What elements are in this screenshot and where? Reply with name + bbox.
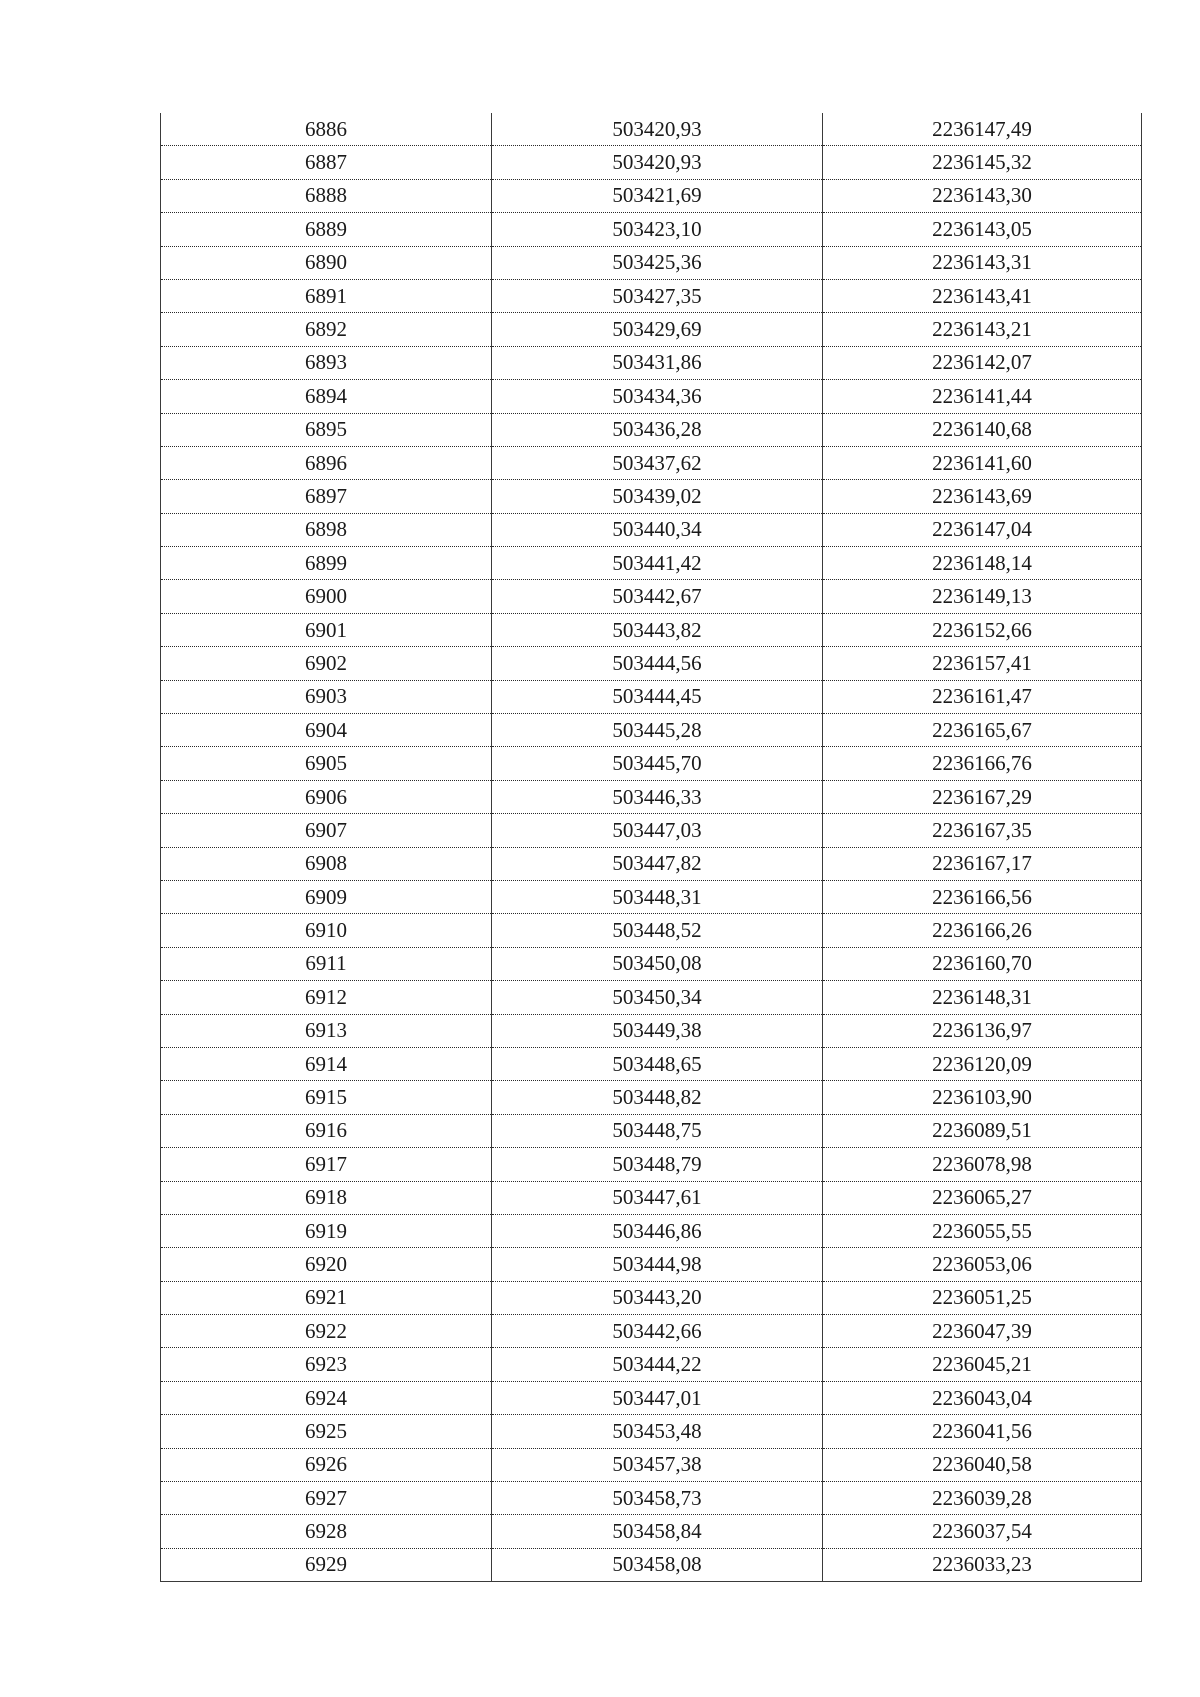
- point-number-cell: 6908: [161, 847, 492, 880]
- table-row: [161, 1081, 1142, 1114]
- point-number-cell: 6911: [161, 947, 492, 980]
- table-row: [161, 246, 1142, 279]
- point-number-cell: 6920: [161, 1248, 492, 1281]
- x-coordinate-cell: 503443,20: [492, 1281, 823, 1314]
- y-coordinate-cell: 2236167,29: [823, 780, 1142, 813]
- point-number-cell: 6925: [161, 1415, 492, 1448]
- x-coordinate-cell: 503448,65: [492, 1047, 823, 1080]
- table-row: [161, 981, 1142, 1014]
- table-row: [161, 647, 1142, 680]
- table-row: [161, 814, 1142, 847]
- x-coordinate-cell: 503458,08: [492, 1548, 823, 1581]
- x-coordinate-cell: 503448,79: [492, 1148, 823, 1181]
- point-number-cell: 6910: [161, 914, 492, 947]
- table-row: [161, 146, 1142, 179]
- point-number-cell: 6894: [161, 380, 492, 413]
- y-coordinate-cell: 2236152,66: [823, 613, 1142, 646]
- point-number-cell: 6905: [161, 747, 492, 780]
- x-coordinate-cell: 503442,67: [492, 580, 823, 613]
- x-coordinate-cell: 503440,34: [492, 513, 823, 546]
- x-coordinate-cell: 503450,08: [492, 947, 823, 980]
- x-coordinate-cell: 503443,82: [492, 613, 823, 646]
- x-coordinate-cell: 503448,82: [492, 1081, 823, 1114]
- y-coordinate-cell: 2236143,31: [823, 246, 1142, 279]
- table-row: [161, 513, 1142, 546]
- point-number-cell: 6918: [161, 1181, 492, 1214]
- table-row: [161, 1415, 1142, 1448]
- y-coordinate-cell: 2236043,04: [823, 1381, 1142, 1414]
- table-row: [161, 1214, 1142, 1247]
- point-number-cell: 6915: [161, 1081, 492, 1114]
- y-coordinate-cell: 2236143,30: [823, 179, 1142, 212]
- x-coordinate-cell: 503425,36: [492, 246, 823, 279]
- point-number-cell: 6922: [161, 1315, 492, 1348]
- table-row: [161, 1014, 1142, 1047]
- x-coordinate-cell: 503445,28: [492, 714, 823, 747]
- table-row: [161, 380, 1142, 413]
- table-row: [161, 1482, 1142, 1515]
- y-coordinate-cell: 2236033,23: [823, 1548, 1142, 1581]
- point-number-cell: 6900: [161, 580, 492, 613]
- table-row: [161, 113, 1142, 146]
- table-row: [161, 880, 1142, 913]
- table-row: [161, 446, 1142, 479]
- y-coordinate-cell: 2236047,39: [823, 1315, 1142, 1348]
- point-number-cell: 6926: [161, 1448, 492, 1481]
- x-coordinate-cell: 503436,28: [492, 413, 823, 446]
- point-number-cell: 6906: [161, 780, 492, 813]
- y-coordinate-cell: 2236143,41: [823, 279, 1142, 312]
- table-row: [161, 1381, 1142, 1414]
- y-coordinate-cell: 2236136,97: [823, 1014, 1142, 1047]
- x-coordinate-cell: 503439,02: [492, 480, 823, 513]
- table-row: [161, 613, 1142, 646]
- coordinates-table-body: [161, 113, 1142, 1582]
- point-number-cell: 6887: [161, 146, 492, 179]
- point-number-cell: 6909: [161, 880, 492, 913]
- y-coordinate-cell: 2236055,55: [823, 1214, 1142, 1247]
- table-row: [161, 1281, 1142, 1314]
- x-coordinate-cell: 503444,45: [492, 680, 823, 713]
- x-coordinate-cell: 503447,82: [492, 847, 823, 880]
- y-coordinate-cell: 2236041,56: [823, 1415, 1142, 1448]
- y-coordinate-cell: 2236143,69: [823, 480, 1142, 513]
- table-row: [161, 1114, 1142, 1147]
- y-coordinate-cell: 2236078,98: [823, 1148, 1142, 1181]
- y-coordinate-cell: 2236166,26: [823, 914, 1142, 947]
- y-coordinate-cell: 2236161,47: [823, 680, 1142, 713]
- point-number-cell: 6907: [161, 814, 492, 847]
- y-coordinate-cell: 2236140,68: [823, 413, 1142, 446]
- x-coordinate-cell: 503441,42: [492, 547, 823, 580]
- y-coordinate-cell: 2236120,09: [823, 1047, 1142, 1080]
- y-coordinate-cell: 2236145,32: [823, 146, 1142, 179]
- point-number-cell: 6899: [161, 547, 492, 580]
- x-coordinate-cell: 503427,35: [492, 279, 823, 312]
- x-coordinate-cell: 503444,22: [492, 1348, 823, 1381]
- y-coordinate-cell: 2236141,60: [823, 446, 1142, 479]
- point-number-cell: 6917: [161, 1148, 492, 1181]
- y-coordinate-cell: 2236147,04: [823, 513, 1142, 546]
- table-row: [161, 1515, 1142, 1548]
- y-coordinate-cell: 2236167,17: [823, 847, 1142, 880]
- point-number-cell: 6891: [161, 279, 492, 312]
- x-coordinate-cell: 503448,75: [492, 1114, 823, 1147]
- table-row: [161, 1348, 1142, 1381]
- y-coordinate-cell: 2236148,14: [823, 547, 1142, 580]
- y-coordinate-cell: 2236045,21: [823, 1348, 1142, 1381]
- point-number-cell: 6896: [161, 446, 492, 479]
- table-row: [161, 847, 1142, 880]
- point-number-cell: 6893: [161, 346, 492, 379]
- x-coordinate-cell: 503423,10: [492, 213, 823, 246]
- y-coordinate-cell: 2236166,76: [823, 747, 1142, 780]
- point-number-cell: 6921: [161, 1281, 492, 1314]
- y-coordinate-cell: 2236141,44: [823, 380, 1142, 413]
- y-coordinate-cell: 2236167,35: [823, 814, 1142, 847]
- point-number-cell: 6889: [161, 213, 492, 246]
- point-number-cell: 6895: [161, 413, 492, 446]
- y-coordinate-cell: 2236148,31: [823, 981, 1142, 1014]
- x-coordinate-cell: 503442,66: [492, 1315, 823, 1348]
- table-row: [161, 213, 1142, 246]
- x-coordinate-cell: 503449,38: [492, 1014, 823, 1047]
- x-coordinate-cell: 503447,03: [492, 814, 823, 847]
- y-coordinate-cell: 2236051,25: [823, 1281, 1142, 1314]
- table-row: [161, 1047, 1142, 1080]
- table-row: [161, 1248, 1142, 1281]
- point-number-cell: 6929: [161, 1548, 492, 1581]
- y-coordinate-cell: 2236166,56: [823, 880, 1142, 913]
- point-number-cell: 6902: [161, 647, 492, 680]
- y-coordinate-cell: 2236147,49: [823, 113, 1142, 146]
- table-row: [161, 747, 1142, 780]
- x-coordinate-cell: 503431,86: [492, 346, 823, 379]
- table-row: [161, 1548, 1142, 1581]
- x-coordinate-cell: 503453,48: [492, 1415, 823, 1448]
- point-number-cell: 6914: [161, 1047, 492, 1080]
- point-number-cell: 6919: [161, 1214, 492, 1247]
- x-coordinate-cell: 503450,34: [492, 981, 823, 1014]
- y-coordinate-cell: 2236157,41: [823, 647, 1142, 680]
- y-coordinate-cell: 2236037,54: [823, 1515, 1142, 1548]
- y-coordinate-cell: 2236053,06: [823, 1248, 1142, 1281]
- x-coordinate-cell: 503458,84: [492, 1515, 823, 1548]
- table-row: [161, 680, 1142, 713]
- x-coordinate-cell: 503457,38: [492, 1448, 823, 1481]
- point-number-cell: 6924: [161, 1381, 492, 1414]
- y-coordinate-cell: 2236160,70: [823, 947, 1142, 980]
- table-row: [161, 580, 1142, 613]
- table-row: [161, 179, 1142, 212]
- x-coordinate-cell: 503447,01: [492, 1381, 823, 1414]
- y-coordinate-cell: 2236165,67: [823, 714, 1142, 747]
- table-row: [161, 714, 1142, 747]
- table-row: [161, 780, 1142, 813]
- x-coordinate-cell: 503434,36: [492, 380, 823, 413]
- point-number-cell: 6913: [161, 1014, 492, 1047]
- point-number-cell: 6923: [161, 1348, 492, 1381]
- table-row: [161, 346, 1142, 379]
- x-coordinate-cell: 503445,70: [492, 747, 823, 780]
- table-row: [161, 1315, 1142, 1348]
- y-coordinate-cell: 2236142,07: [823, 346, 1142, 379]
- y-coordinate-cell: 2236039,28: [823, 1482, 1142, 1515]
- x-coordinate-cell: 503420,93: [492, 146, 823, 179]
- point-number-cell: 6888: [161, 179, 492, 212]
- point-number-cell: 6890: [161, 246, 492, 279]
- point-number-cell: 6901: [161, 613, 492, 646]
- x-coordinate-cell: 503446,86: [492, 1214, 823, 1247]
- table-row: [161, 413, 1142, 446]
- x-coordinate-cell: 503448,31: [492, 880, 823, 913]
- x-coordinate-cell: 503446,33: [492, 780, 823, 813]
- y-coordinate-cell: 2236040,58: [823, 1448, 1142, 1481]
- coordinates-table: [160, 113, 1142, 1582]
- y-coordinate-cell: 2236065,27: [823, 1181, 1142, 1214]
- point-number-cell: 6912: [161, 981, 492, 1014]
- table-row: [161, 947, 1142, 980]
- x-coordinate-cell: 503448,52: [492, 914, 823, 947]
- point-number-cell: 6892: [161, 313, 492, 346]
- table-row: [161, 480, 1142, 513]
- y-coordinate-cell: 2236089,51: [823, 1114, 1142, 1147]
- table-row: [161, 1148, 1142, 1181]
- point-number-cell: 6916: [161, 1114, 492, 1147]
- table-row: [161, 914, 1142, 947]
- y-coordinate-cell: 2236103,90: [823, 1081, 1142, 1114]
- x-coordinate-cell: 503447,61: [492, 1181, 823, 1214]
- y-coordinate-cell: 2236149,13: [823, 580, 1142, 613]
- x-coordinate-cell: 503429,69: [492, 313, 823, 346]
- table-row: [161, 547, 1142, 580]
- x-coordinate-cell: 503421,69: [492, 179, 823, 212]
- x-coordinate-cell: 503458,73: [492, 1482, 823, 1515]
- table-row: [161, 1181, 1142, 1214]
- table-row: [161, 1448, 1142, 1481]
- x-coordinate-cell: 503420,93: [492, 113, 823, 146]
- point-number-cell: 6898: [161, 513, 492, 546]
- point-number-cell: 6886: [161, 113, 492, 146]
- point-number-cell: 6903: [161, 680, 492, 713]
- point-number-cell: 6928: [161, 1515, 492, 1548]
- y-coordinate-cell: 2236143,21: [823, 313, 1142, 346]
- x-coordinate-cell: 503437,62: [492, 446, 823, 479]
- x-coordinate-cell: 503444,56: [492, 647, 823, 680]
- table-row: [161, 279, 1142, 312]
- y-coordinate-cell: 2236143,05: [823, 213, 1142, 246]
- x-coordinate-cell: 503444,98: [492, 1248, 823, 1281]
- point-number-cell: 6897: [161, 480, 492, 513]
- table-row: [161, 313, 1142, 346]
- point-number-cell: 6927: [161, 1482, 492, 1515]
- point-number-cell: 6904: [161, 714, 492, 747]
